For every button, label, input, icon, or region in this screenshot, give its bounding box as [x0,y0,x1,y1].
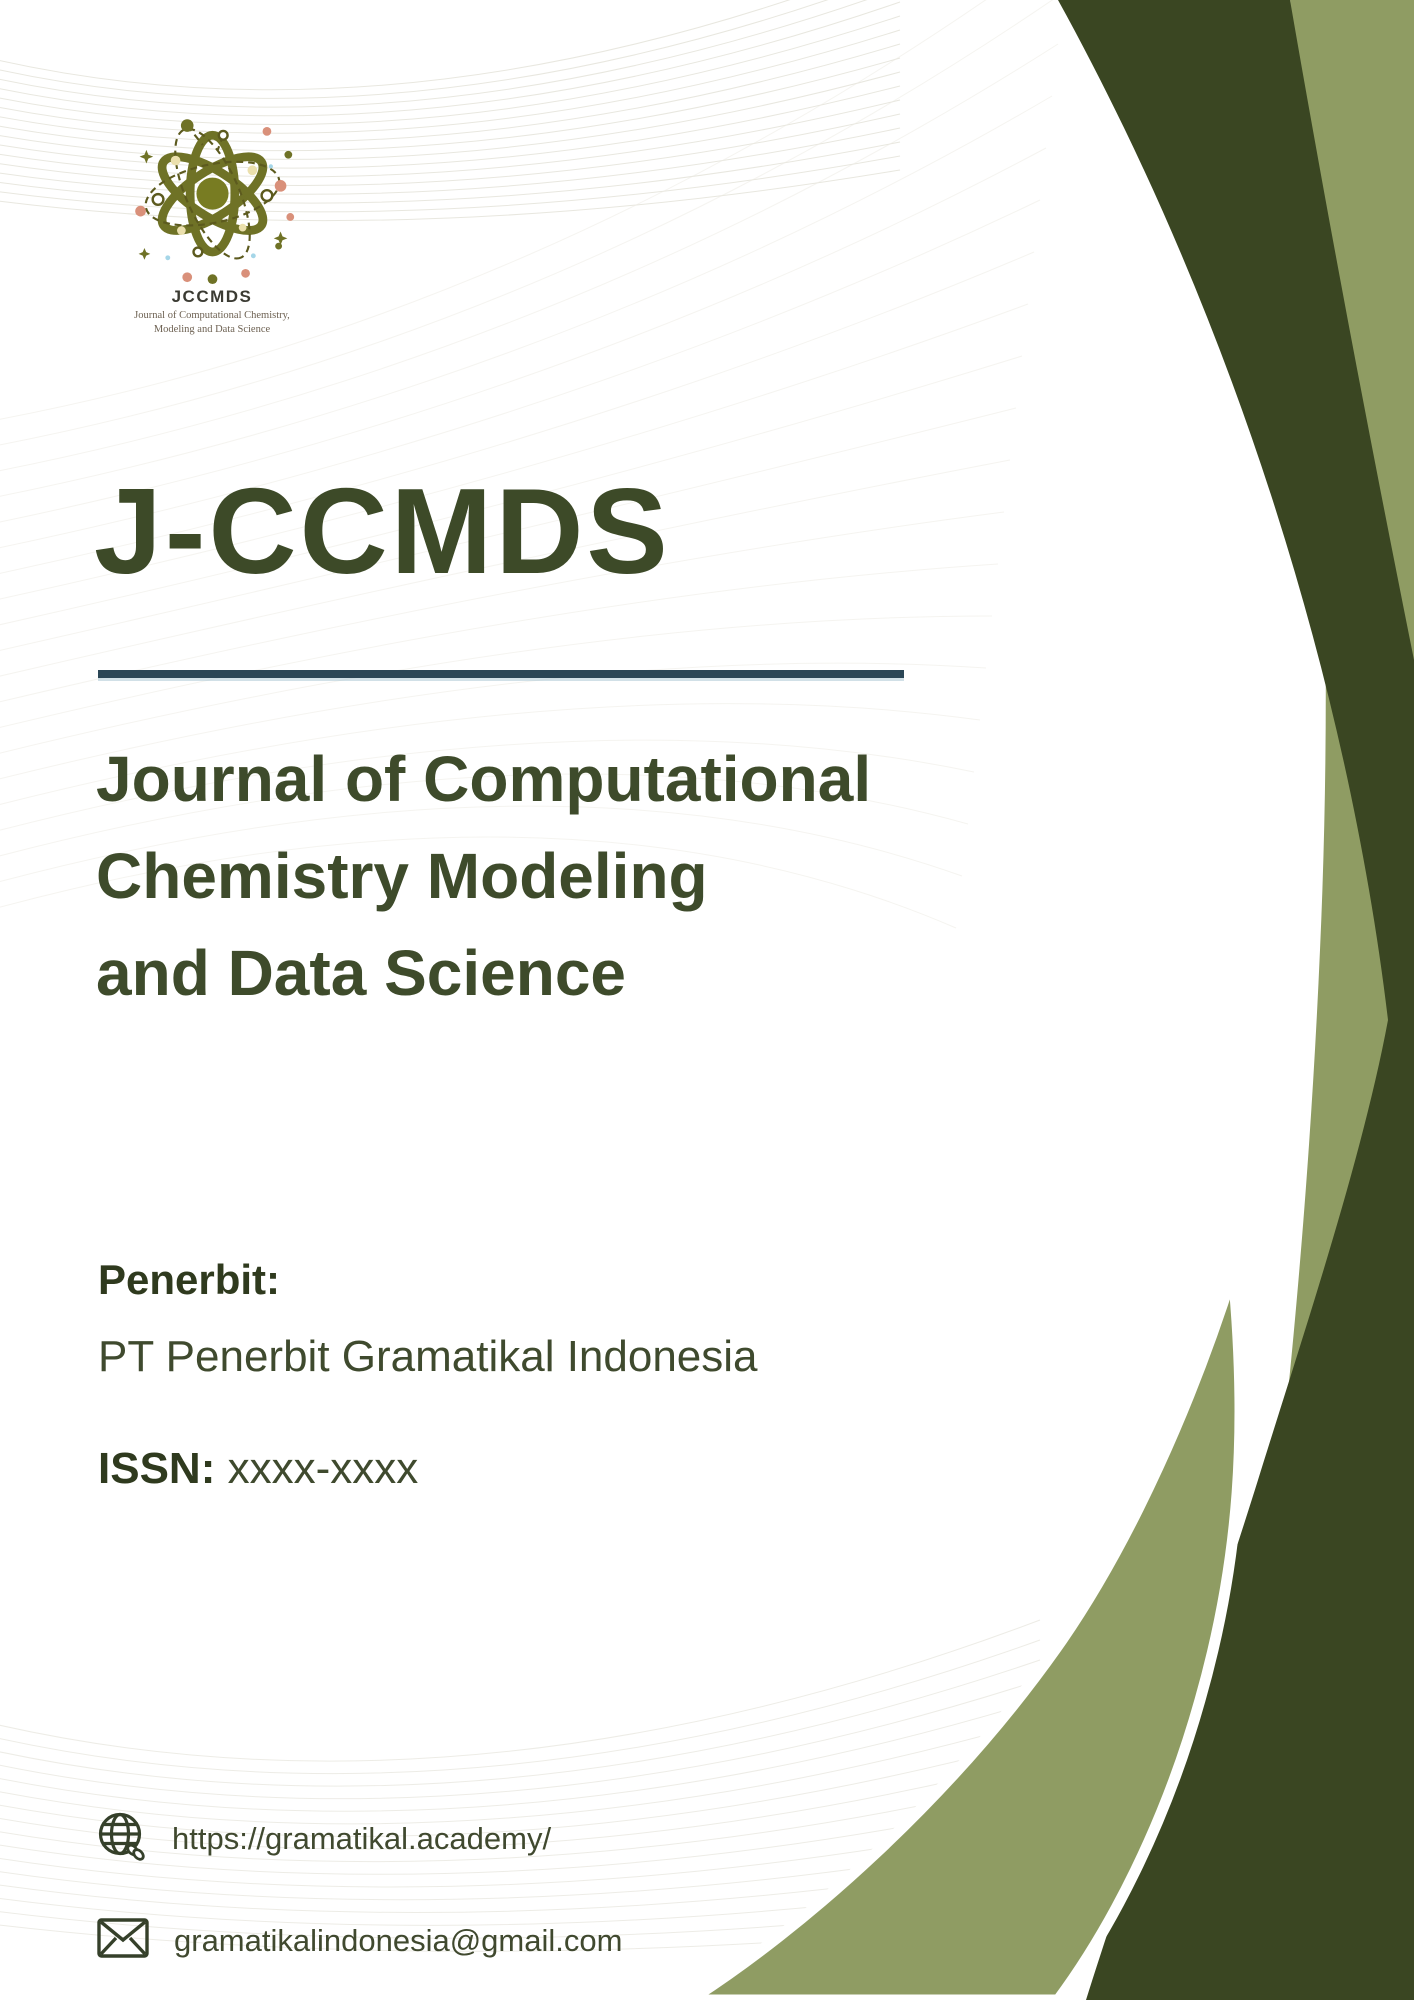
subtitle-line-1: Journal of Computational [96,743,872,815]
publisher-label: Penerbit: [98,1256,281,1303]
issn-block [98,1444,418,1494]
page-title: J-CCMDS [94,463,671,599]
issn-value: xxxx-xxxx [227,1444,419,1493]
logo-name [98,309,326,337]
website-link[interactable]: https://gramatikal.academy/ [172,1820,552,1856]
logo-name-line1: Journal of Computational Chemistry, [134,310,290,321]
website-row [96,1810,551,1867]
publisher-name: PT Penerbit Gramatikal Indonesia [98,1332,758,1381]
title-divider [98,670,904,678]
logo-name-line2: Modeling and Data Science [153,324,271,336]
email-row [96,1916,622,1965]
journal-subtitle [96,731,871,1022]
publisher-block [98,1256,758,1382]
atom-icon [125,110,300,285]
subtitle-line-3: and Data Science [96,937,626,1009]
issn-label: ISSN: [98,1444,216,1493]
journal-logo [98,110,326,337]
envelope-icon [96,1916,150,1965]
logo-acronym: JCCMDS [171,287,253,306]
globe-icon [96,1810,148,1867]
email-link[interactable]: gramatikalindonesia@gmail.com [174,1922,623,1958]
subtitle-line-2: Chemistry Modeling [96,840,708,912]
